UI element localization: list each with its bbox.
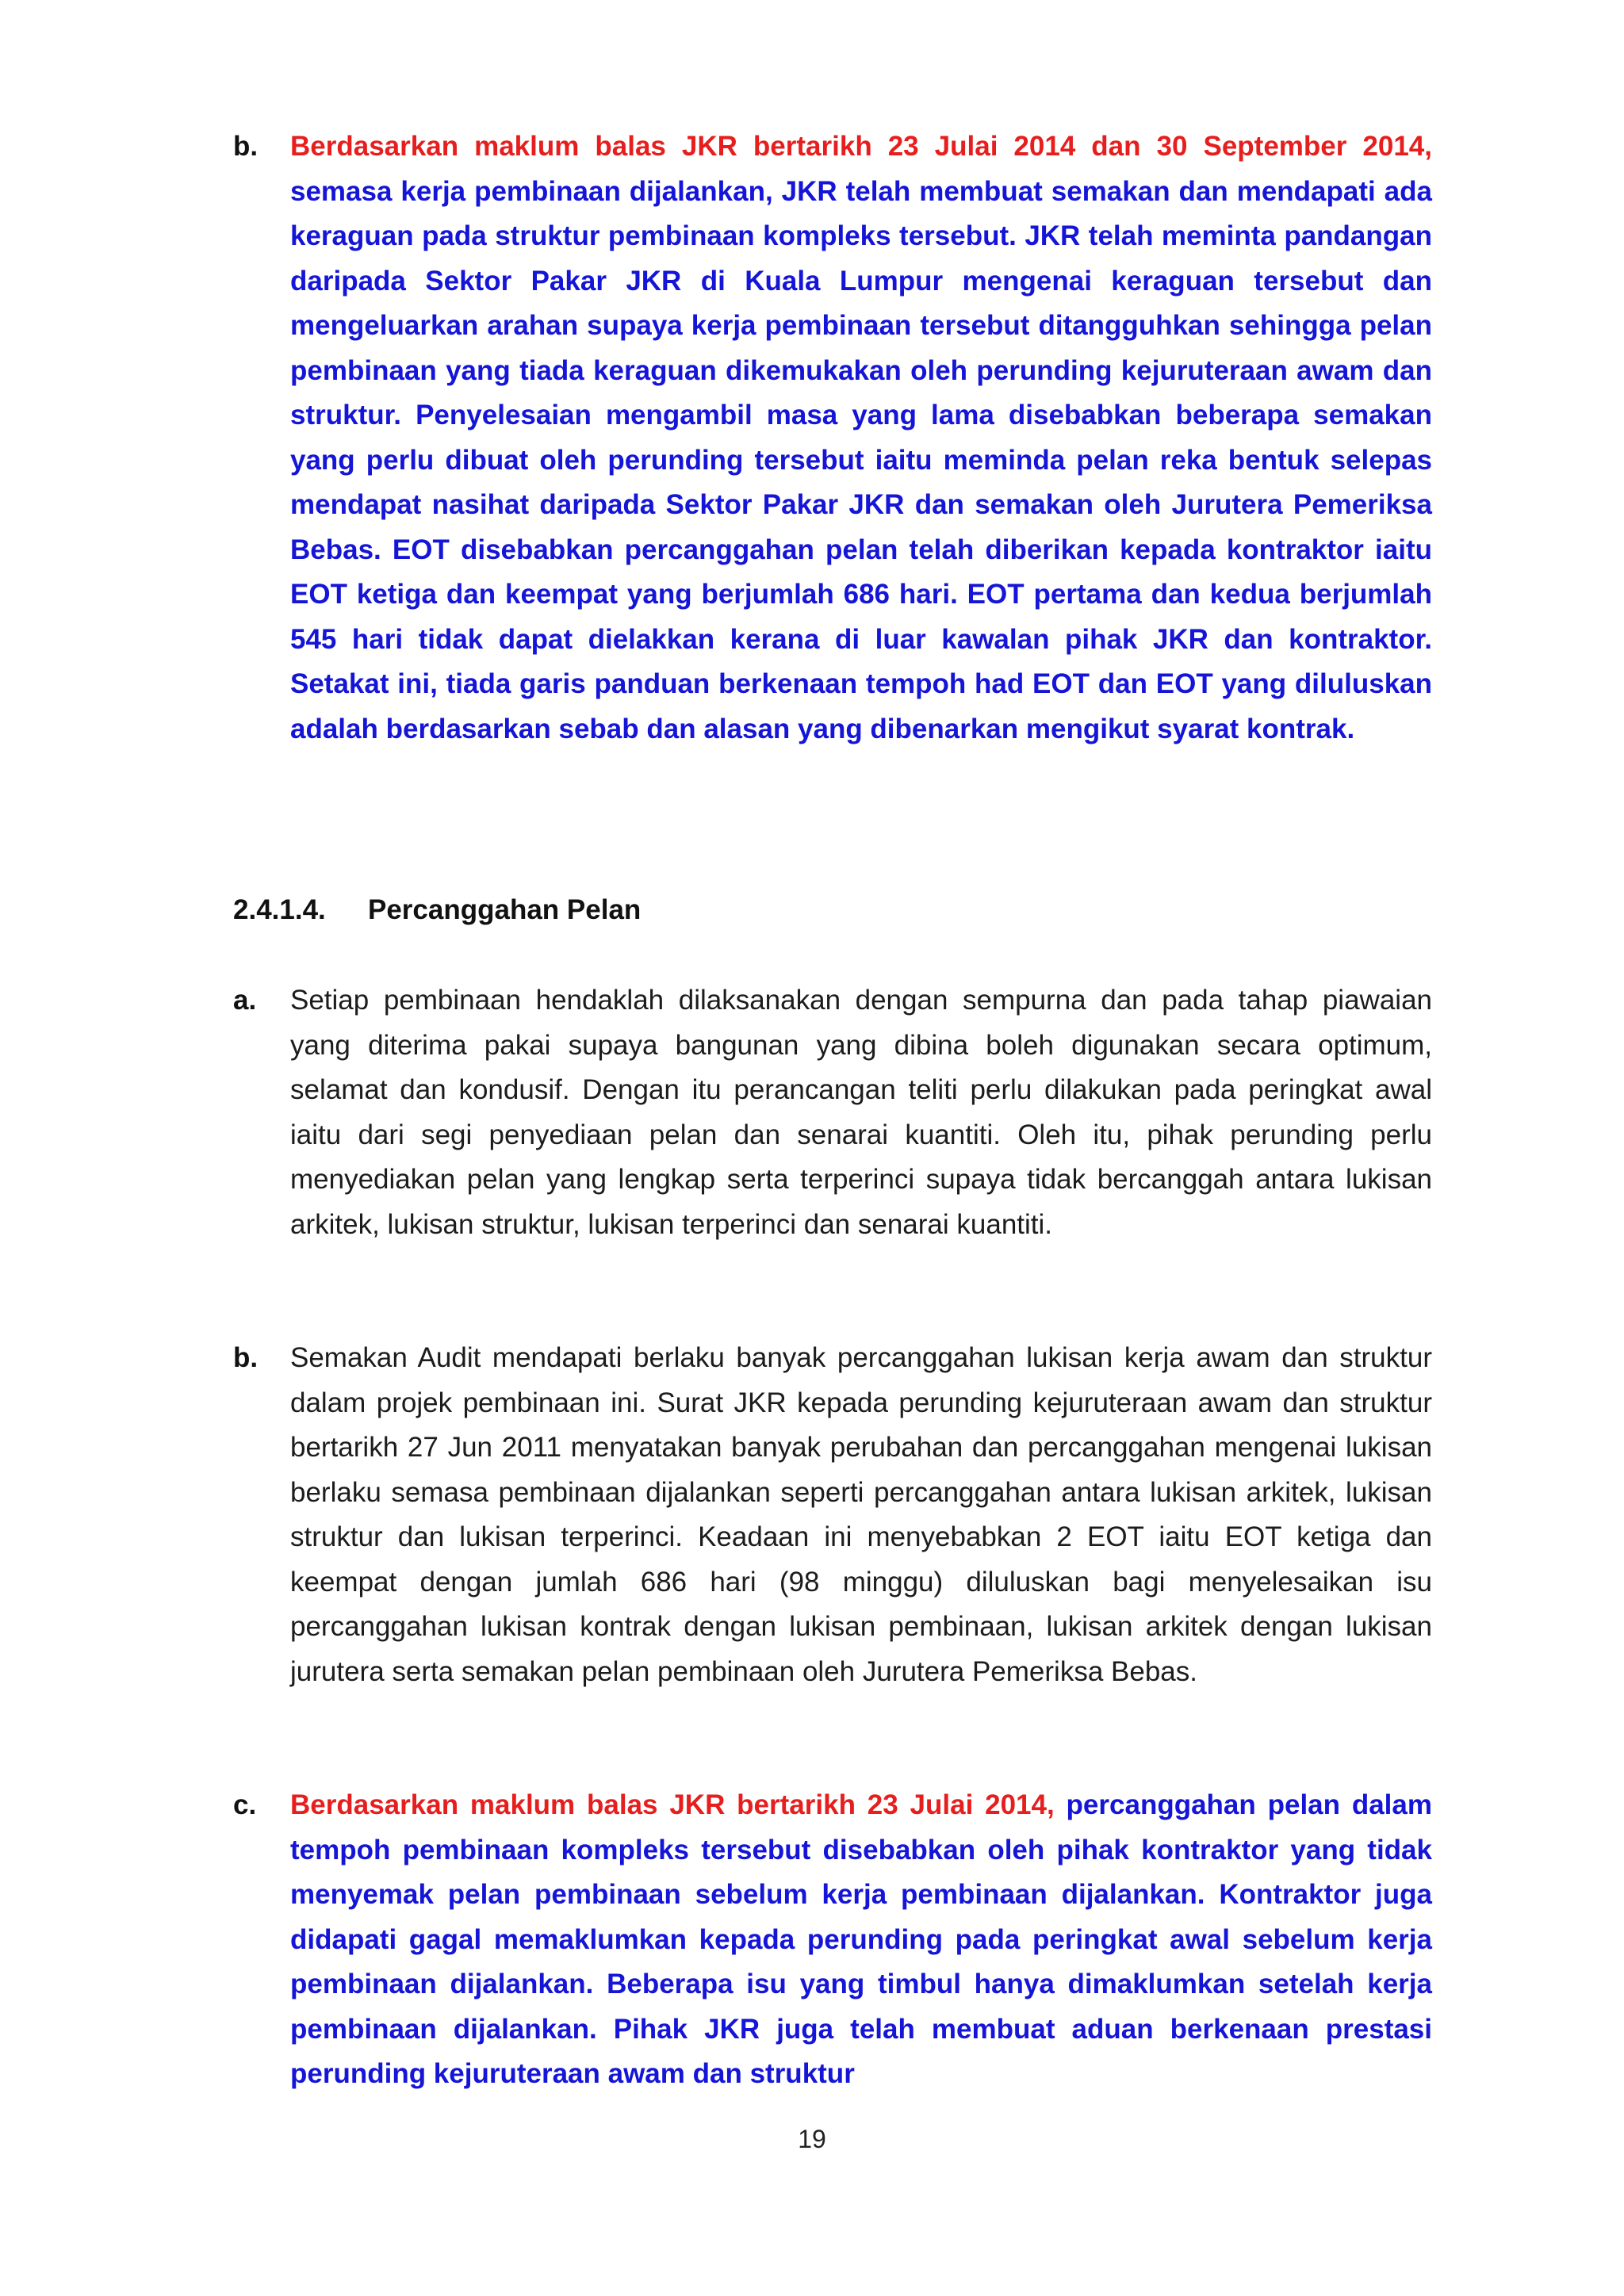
section-number: 2.4.1.4. [233, 894, 326, 925]
list-marker: a. [233, 985, 257, 1016]
blue-response-text: semasa kerja pembinaan dijalankan, JKR telah membuat semakan dan mendapati ada keraguan pada struktur pembinaan kompleks tersebut. JKR telah meminta pandangan daripada Sektor Pakar JKR di Kuala Lumpur mengenai keraguan tersebut dan mengeluarkan arahan supaya kerja pembinaan tersebut ditangguhkan sehingga pelan pembinaan yang tiada keraguan dikemukakan oleh perunding kejuruteraan awam dan struktur. Penyelesaian mengambil masa yang lama disebabkan beberapa semakan yang perlu dibuat oleh perunding tersebut iaitu meminda pelan reka bentuk selepas mendapat nasihat daripada Sektor Pakar JKR dan semakan oleh Jurutera Pemeriksa Bebas. EOT disebabkan percanggahan pelan telah diberikan kepada kontraktor iaitu EOT ketiga dan keempat yang berjumlah 686 hari. EOT pertama dan kedua berjumlah 545 hari tidak dapat dielakkan kerana di luar kawalan pihak JKR dan kontraktor. Setakat ini, tiada garis panduan berkenaan tempoh had EOT dan EOT yang diluluskan adalah berdasarkan sebab dan alasan yang dibenarkan mengikut syarat kontrak. [290, 175, 1432, 744]
red-lead-text: Berdasarkan maklum balas JKR bertarikh 23 Julai 2014, [290, 1789, 1055, 1820]
paragraph-text [290, 124, 1432, 752]
section-heading [233, 888, 641, 932]
paragraph-c-response [233, 1783, 1432, 2097]
paragraph-b-response [233, 124, 1432, 752]
paragraph-text: Semakan Audit mendapati berlaku banyak percanggahan lukisan kerja awam dan struktur dalam projek pembinaan ini. Surat JKR kepada perunding kejuruteraan awam dan struktur bertarikh 27 Jun 2011 menyatakan banyak perubahan dan percanggahan mengenai lukisan berlaku semasa pembinaan dijalankan seperti percanggahan antara lukisan arkitek, lukisan struktur dan lukisan terperinci. Keadaan ini menyebabkan 2 EOT iaitu EOT ketiga dan keempat dengan jumlah 686 hari (98 minggu) diluluskan bagi menyelesaikan isu percanggahan lukisan kontrak dengan lukisan pembinaan, lukisan arkitek dengan lukisan jurutera serta semakan pelan pembinaan oleh Jurutera Pemeriksa Bebas. [290, 1342, 1432, 1687]
paragraph-text: Setiap pembinaan hendaklah dilaksanakan dengan sempurna dan pada tahap piawaian yang diterima pakai supaya bangunan yang dibina boleh digunakan secara optimum, selamat dan kondusif. Dengan itu perancangan teliti perlu dilakukan pada peringkat awal iaitu dari segi penyediaan pelan dan senarai kuantiti. Oleh itu, pihak perunding perlu menyediakan pelan yang lengkap serta terperinci supaya tidak bercanggah antara lukisan arkitek, lukisan struktur, lukisan terperinci dan senarai kuantiti. [290, 985, 1432, 1240]
section-title: Percanggahan Pelan [368, 894, 642, 925]
page-number: 19 [798, 2125, 826, 2153]
paragraph-a [233, 978, 1432, 1247]
list-marker: b. [233, 1342, 259, 1373]
blue-response-text: percanggahan pelan dalam tempoh pembinaan kompleks tersebut disebabkan oleh pihak kontraktor yang tidak menyemak pelan pembinaan sebelum kerja pembinaan dijalankan. Kontraktor juga didapati gagal memaklumkan kepada perunding pada peringkat awal sebelum kerja pembinaan dijalankan. Beberapa isu yang timbul hanya dimaklumkan setelah kerja pembinaan dijalankan. Pihak JKR juga telah membuat aduan berkenaan prestasi perunding kejuruteraan awam dan struktur [290, 1789, 1432, 2089]
paragraph-text [290, 1783, 1432, 2097]
red-lead-text: Berdasarkan maklum balas JKR bertarikh 23 Julai 2014 dan 30 September 2014, [290, 131, 1432, 162]
list-marker: c. [233, 1789, 257, 1820]
paragraph-b-audit [233, 1336, 1432, 1694]
list-marker: b. [233, 131, 259, 162]
